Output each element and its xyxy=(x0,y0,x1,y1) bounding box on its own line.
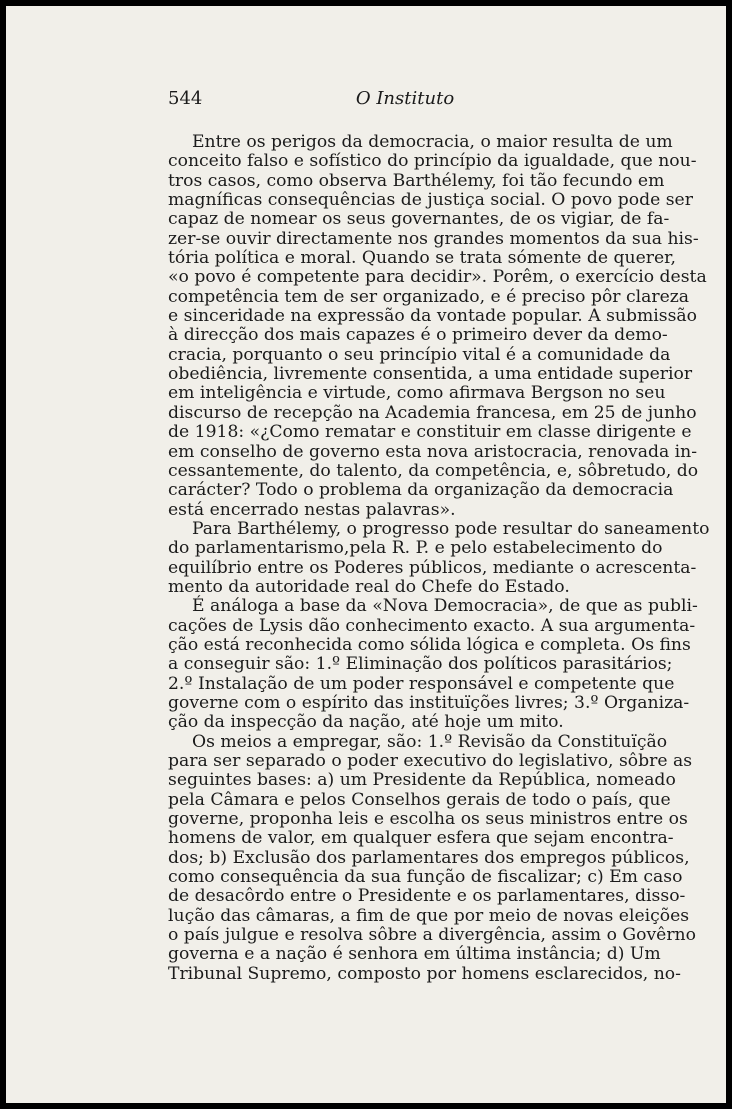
text-line: conceito falso e sofístico do princípio da igualdade, que nou- xyxy=(168,151,697,172)
text-line: tória política e moral. Quando se trata sómente de querer, xyxy=(168,248,676,269)
text-line: Entre os perigos da democracia, o maior resulta de um xyxy=(192,132,673,152)
text-line: tros casos, como observa Barthélemy, foi tão fecundo em xyxy=(168,170,665,191)
text-line: o país julgue e resolva sôbre a divergência, assim o Govêrno xyxy=(168,925,696,946)
text-line: 2.º Instalação de um poder responsável e competente que xyxy=(168,673,675,694)
book-page xyxy=(6,6,726,1103)
text-line: para ser separado o poder executivo do legislativo, sôbre as xyxy=(168,751,693,771)
text-line: «o povo é competente para decidir». Porêm, o exercício desta xyxy=(168,267,707,288)
text-line: governe, proponha leis e escolha os seus ministros entre os xyxy=(168,809,688,830)
text-line: à direcção dos mais capazes é o primeiro dever da demo- xyxy=(168,325,668,346)
text-line: está encerrado nestas palavras». xyxy=(168,499,456,520)
text-line: como consequência da sua função de fiscalizar; c) Em caso xyxy=(168,867,683,888)
page-header xyxy=(168,88,642,112)
text-line: seguintes bases: a) um Presidente da República, nomeado xyxy=(168,770,676,791)
text-line: ção da inspecção da nação, até hoje um mito. xyxy=(168,712,564,733)
text-line: ção está reconhecida como sólida lógica e completa. Os fins xyxy=(168,634,691,655)
text-line: capaz de nomear os seus governantes, de os vigiar, de fa- xyxy=(168,209,670,230)
text-line: equilíbrio entre os Poderes públicos, mediante o acrescenta- xyxy=(168,557,697,578)
text-line: do parlamentarismo,pela R. P. e pelo estabelecimento do xyxy=(168,538,663,559)
page-number: 544 xyxy=(168,88,203,109)
text-line: carácter? Todo o problema da organização da democracia xyxy=(168,480,674,501)
text-line: lução das câmaras, a fim de que por meio de novas eleições xyxy=(168,905,690,926)
text-line: mento da autoridade real do Chefe do Estado. xyxy=(168,576,570,597)
text-line: dos; b) Exclusão dos parlamentares dos empregos públicos, xyxy=(168,847,690,868)
text-line: magníficas consequências de justiça social. O povo pode ser xyxy=(168,190,693,211)
text-line: homens de valor, em qualquer esfera que sejam encontra- xyxy=(168,828,674,849)
text-line: zer-se ouvir directamente nos grandes momentos da sua his- xyxy=(168,228,699,249)
text-line: Os meios a empregar, são: 1.º Revisão da Constituïção xyxy=(192,731,668,752)
text-line: em inteligência e virtude, como afirmava Bergson no seu xyxy=(168,383,666,404)
running-title: O Instituto xyxy=(355,88,455,109)
text-line: pela Câmara e pelos Conselhos gerais de todo o país, que xyxy=(168,789,671,810)
text-line: competência tem de ser organizado, e é preciso pôr clareza xyxy=(168,286,690,307)
text-line: cracia, porquanto o seu princípio vital é a comunidade da xyxy=(168,344,671,365)
text-line: governe com o espírito das instituïções livres; 3.º Organiza- xyxy=(168,692,690,713)
text-line: cações de Lysis dão conhecimento exacto. A sua argumenta- xyxy=(168,615,696,636)
text-line: de desacôrdo entre o Presidente e os parlamentares, disso- xyxy=(168,886,686,907)
text-line: Para Barthélemy, o progresso pode resultar do saneamento xyxy=(192,518,710,539)
text-line: em conselho de governo esta nova aristocracia, renovada in- xyxy=(168,441,698,462)
text-line: governa e a nação é senhora em última instância; d) Um xyxy=(168,944,661,965)
text-line: É análoga a base da «Nova Democracia», de que as publi- xyxy=(192,596,698,617)
text-line: e sinceridade na expressão da vontade popular. A submissão xyxy=(168,306,698,327)
text-line: Tribunal Supremo, composto por homens esclarecidos, no- xyxy=(168,963,681,984)
body-text xyxy=(168,132,710,984)
text-line: cessantemente, do talento, da competência, e, sôbretudo, do xyxy=(168,460,699,481)
text-line: obediência, livremente consentida, a uma entidade superior xyxy=(168,364,693,385)
text-line: discurso de recepção na Academia francesa, em 25 de junho xyxy=(168,402,697,423)
text-line: de 1918: «¿Como rematar e constituir em classe dirigente e xyxy=(168,422,692,443)
text-line: a conseguir são: 1.º Eliminação dos políticos parasitários; xyxy=(168,654,673,675)
